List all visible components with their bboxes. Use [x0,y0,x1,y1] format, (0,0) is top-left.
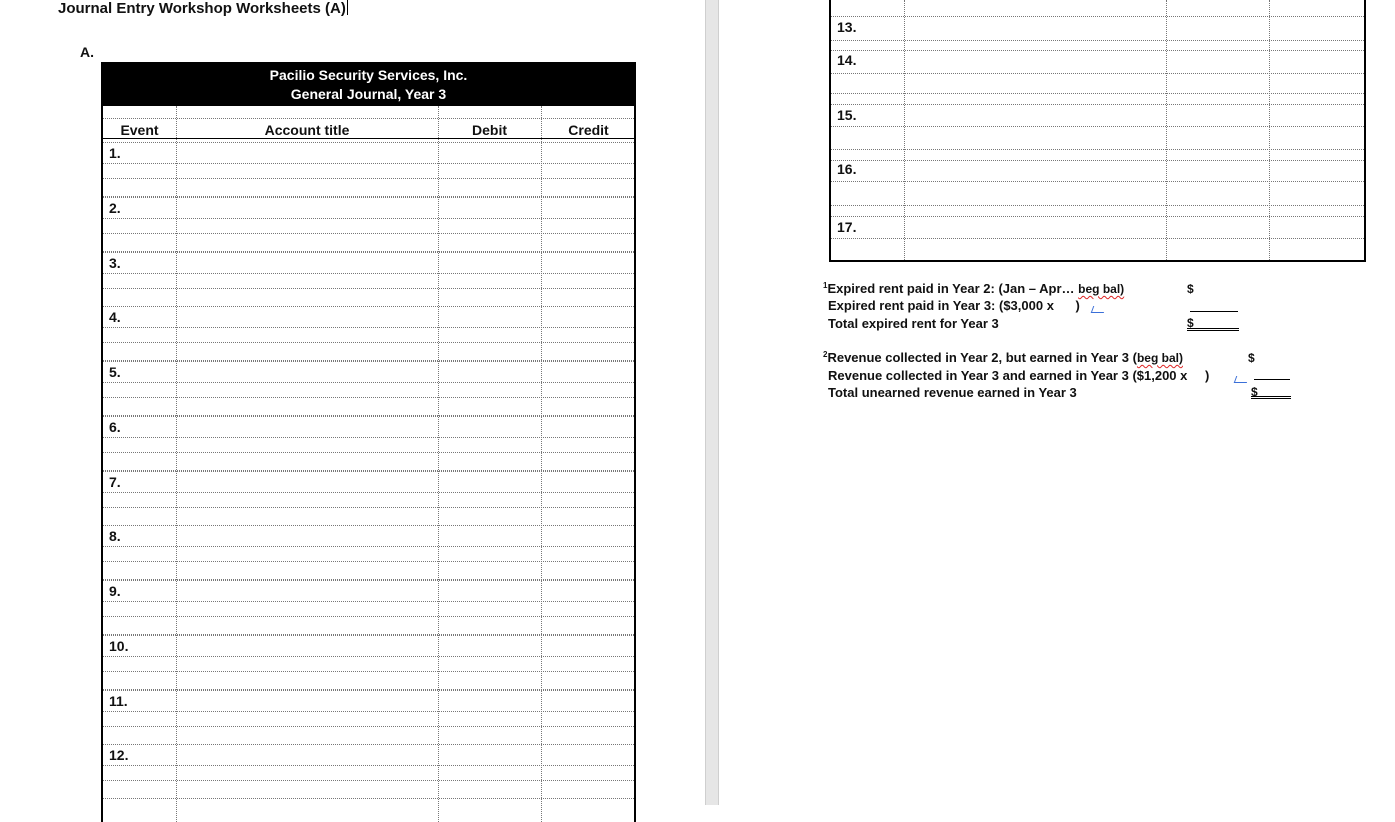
column-header-debit: Debit [472,122,507,138]
row-rule [103,744,634,745]
revenue-amount-blank[interactable] [1254,379,1290,380]
row-rule [831,40,1364,41]
column-divider [1269,0,1270,260]
revenue-note-total: Total unearned revenue earned in Year 3 [828,385,1077,400]
row-rule [103,361,634,362]
page-gutter [705,0,719,805]
grammar-mark-icon [1091,306,1107,313]
grammar-mark-icon [1234,376,1250,383]
rent-note-total: Total expired rent for Year 3 [828,316,999,331]
revenue-line-1-beg-bal: beg bal) [1136,351,1183,365]
event-number: 12. [109,747,129,764]
revenue-note-line-2 [828,367,1209,384]
column-divider [541,106,542,822]
rent-line-1-beg-bal: beg bal) [1078,282,1125,296]
rent-line-2-tail: ) [1075,298,1080,313]
row-rule [103,601,634,602]
event-number: 17. [837,219,857,235]
event-number: 9. [109,583,121,599]
row-rule [103,690,634,691]
row-rule [103,233,634,234]
row-rule [103,546,634,547]
revenue-total-double-underline [1251,396,1291,399]
document-title[interactable] [58,0,348,18]
footnote-marker: 2 [823,350,828,359]
row-rule [831,126,1364,127]
row-rule [103,163,634,164]
row-rule [831,93,1364,94]
row-rule [831,149,1364,150]
row-rule [103,218,634,219]
row-rule [103,798,634,799]
rent-line-1-text: Expired rent paid in Year 2: (Jan – Apr… [827,281,1079,296]
rent-total-double-underline [1187,328,1239,331]
event-number: 4. [109,309,121,326]
row-rule [831,238,1364,239]
row-rule [103,635,634,636]
event-number: 6. [109,418,121,435]
event-number: 3. [109,254,121,271]
company-name: Pacilio Security Services, Inc. [269,67,468,83]
column-divider [176,106,177,822]
row-rule [103,656,634,657]
column-divider [904,0,905,260]
row-rule [103,726,634,727]
rent-line-2-text: Expired rent paid in Year 3: ($3,000 x [828,298,1054,313]
general-journal-table [101,62,636,822]
row-rule [103,288,634,289]
section-label: A. [80,44,94,60]
row-rule [103,397,634,398]
revenue-line-2-tail: ) [1205,368,1210,383]
event-number: 8. [109,528,121,545]
row-rule [103,561,634,562]
rent-dollar-sign-1: $ [1187,282,1194,296]
rent-dollar-sign-2: $ [1187,316,1194,330]
row-rule [103,342,634,343]
row-rule [103,471,634,472]
event-number: 7. [109,473,121,490]
journal-subtitle: General Journal, Year 3 [290,86,447,102]
event-number: 16. [837,161,857,177]
row-rule [103,327,634,328]
row-rule [103,437,634,438]
rent-note-line-1 [823,280,1124,298]
event-number: 11. [109,692,128,709]
row-rule [103,507,634,508]
row-rule [103,197,634,198]
event-number: 10. [109,637,129,654]
event-number: 13. [837,19,857,35]
row-rule [103,671,634,672]
document-title-text: Journal Entry Workshop Worksheets (A) [58,0,346,17]
column-header-account-title: Account title [264,122,350,138]
row-rule [103,252,634,253]
revenue-dollar-sign-2: $ [1251,385,1258,399]
row-rule [831,73,1364,74]
row-rule [103,711,634,712]
revenue-note-line-1 [823,349,1183,367]
row-rule [103,525,634,526]
event-number: 1. [109,145,121,161]
row-rule [103,178,634,179]
row-rule [103,780,634,781]
rent-note-line-2 [828,297,1080,314]
column-header-credit: Credit [568,122,609,138]
event-number: 2. [109,199,121,216]
row-rule [103,273,634,274]
text-cursor [347,0,348,15]
revenue-dollar-sign-1: $ [1248,351,1255,365]
event-number: 5. [109,364,121,380]
event-number: 15. [837,107,857,123]
row-rule [103,580,634,581]
row-rule [103,492,634,493]
general-journal-continued-table [829,0,1366,262]
footnote-marker: 1 [823,281,828,290]
row-rule [103,765,634,766]
column-header-event: Event [120,122,159,138]
column-divider [438,106,439,822]
row-rule [831,181,1364,182]
row-rule [831,16,1364,17]
column-divider [1166,0,1167,260]
row-rule [103,306,634,307]
row-rule [831,205,1364,206]
row-rule [103,382,634,383]
revenue-line-1-text: Revenue collected in Year 2, but earned in Year 3 ( [827,350,1137,365]
row-rule [103,138,634,139]
row-rule [831,104,1364,105]
event-number: 14. [837,52,857,68]
row-rule [831,50,1364,51]
row-rule [831,160,1364,161]
row-rule [103,142,634,143]
row-rule [103,616,634,617]
journal-header [103,62,634,106]
rent-amount-blank[interactable] [1190,311,1238,312]
revenue-line-2-text: Revenue collected in Year 3 and earned in Year 3 ($1,200 x [828,368,1188,383]
row-rule [103,118,634,119]
row-rule [103,452,634,453]
row-rule [831,216,1364,217]
row-rule [103,416,634,417]
